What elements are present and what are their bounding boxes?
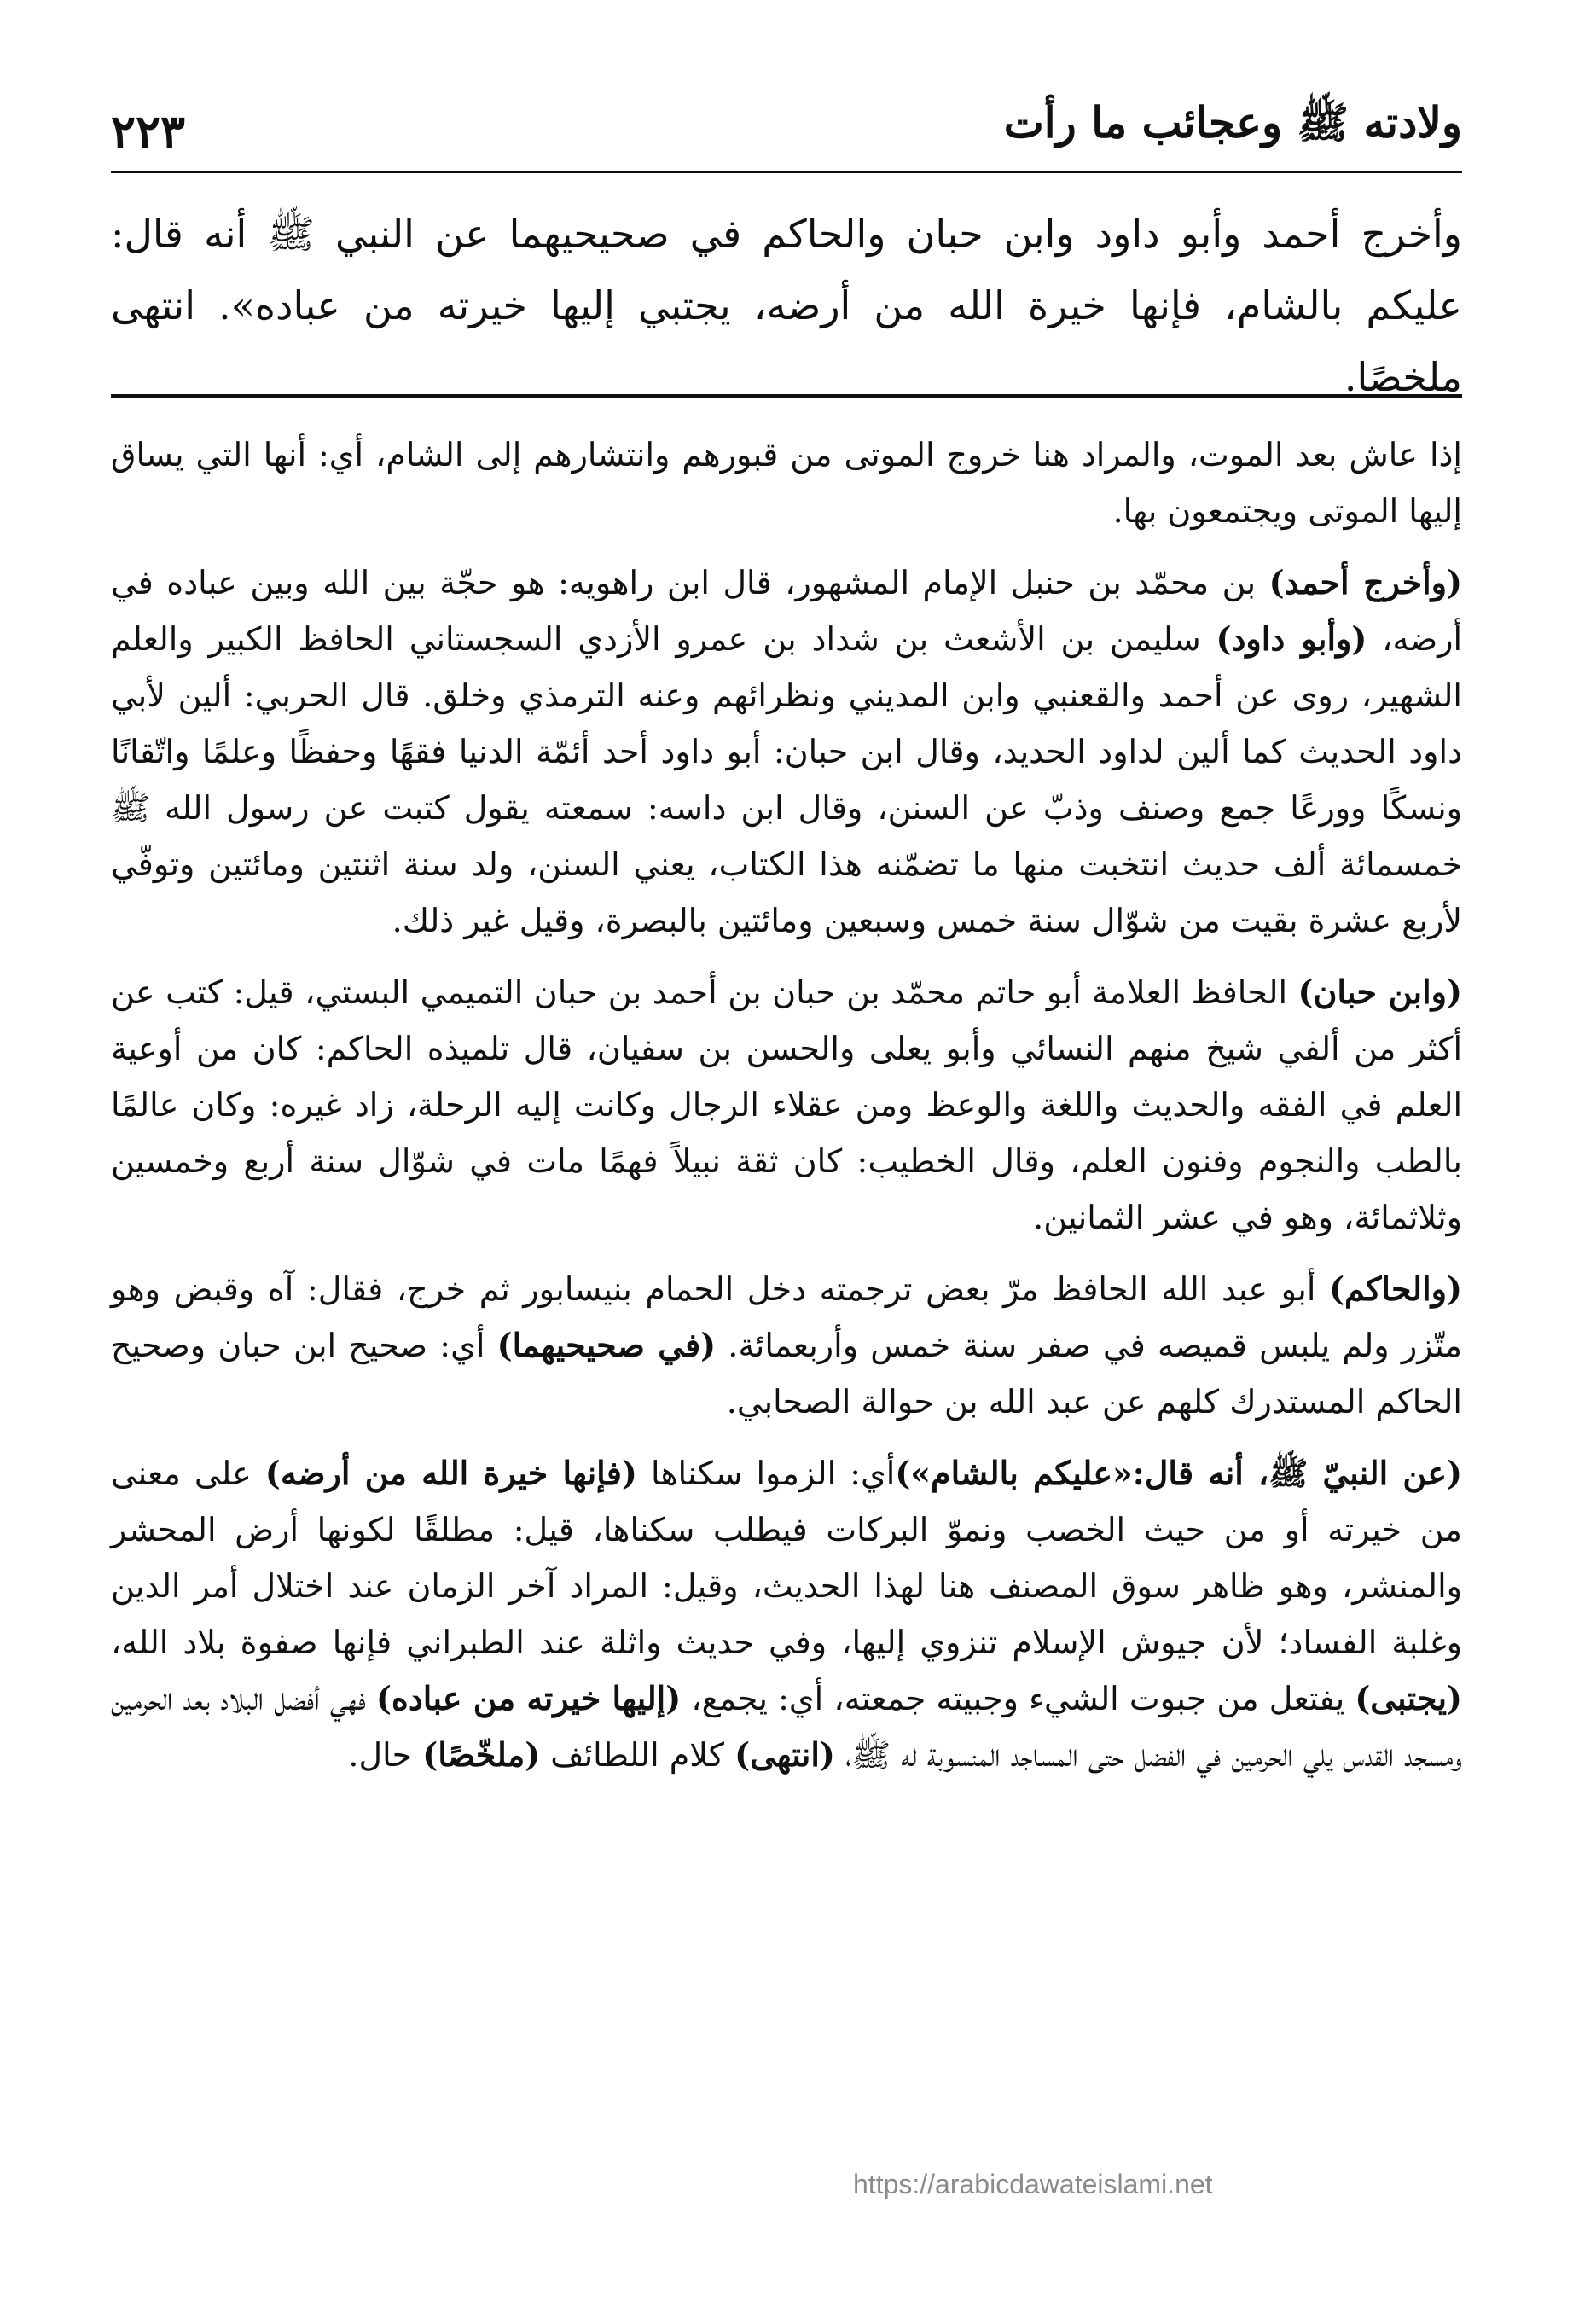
- commentary-paragraph-1: [111, 427, 1462, 539]
- page-number: ٢٢٣: [111, 104, 186, 159]
- commentary-text: على معنى من خيرته أو من حيث الخصب ونموّ البركات فيطلب سكناها، قيل: مطلقًا لكونها أرض المحشر والمنشر، وهو ظاهر سوق المصنف هنا لهذا الحديث، وقيل: المراد آخر الزمان عند اختلال أمر الدين وغلبة الفساد؛ لأن جيوش الإسلام تنزوي إليها، وفي حديث واثلة عند الطبراني فإنها صفوة بلاد الله،: [111, 1455, 1462, 1661]
- quoted-phrase: (يجتبى): [1355, 1679, 1462, 1717]
- commentary-text: أي: صحيح ابن حبان وصحيح الحاكم المستدرك كلهم عن عبد الله بن حوالة الصحابي.: [111, 1327, 1462, 1421]
- quoted-phrase: (ملخّصًا): [422, 1735, 541, 1774]
- commentary-text: سليمن بن الأشعث بن شداد بن عمرو الأزدي السجستاني الحافظ الكبير والعلم الشهير، روى عن أحمد والقعنبي وابن المديني ونظرائهم وعنه الترمذي وخلق. قال الحربي: ألين لأبي داود الحديث كما ألين لداود الحديد، وقال ابن حبان: أبو داود أحد أئمّة الدنيا فقهًا وحفظًا وعلمًا واتّقانًا ونسكًا وورعًا جمع وصنف وذبّ عن السنن، وقال ابن داسه: سمعته يقول كتبت عن رسول الله ﷺ خمسمائة ألف حديث انتخبت منها ما تضمّنه هذا الكتاب، يعني السنن، ولد سنة اثنتين ومائتين وتوفّي لأربع عشرة بقيت من شوّال سنة خمس وسبعين ومائتين بالبصرة، وقيل غير ذلك.: [111, 620, 1462, 939]
- quoted-phrase: (وأخرج أحمد): [1268, 563, 1462, 601]
- commentary-text: أي: الزموا سكناها: [636, 1455, 896, 1492]
- commentary-paragraph-5: [111, 1445, 1462, 1783]
- quoted-phrase: (انتهى): [734, 1735, 835, 1774]
- commentary-text: يفتعل من جبوت الشيء وجبيته جمعته، أي: يجمع،: [681, 1680, 1355, 1717]
- quoted-phrase: (عن النبيّ ﷺ، أنه قال:«عليكم بالشام»): [895, 1454, 1462, 1492]
- quoted-phrase: (والحاكم): [1329, 1269, 1462, 1308]
- commentary: [111, 427, 1462, 1798]
- main-text: [111, 198, 1462, 413]
- commentary-text: إذا عاش بعد الموت، والمراد هنا خروج الموتى من قبورهم وانتشارهم إلى الشام، أي: أنها التي يساق إليها الموتى ويجتمعون بها.: [111, 436, 1462, 530]
- footnote-separator: [111, 394, 1462, 398]
- quoted-phrase: (فإنها خيرة الله من أرضه): [264, 1454, 637, 1492]
- page-header: [111, 82, 1462, 159]
- quoted-phrase: (في صحيحيهما): [496, 1326, 717, 1364]
- commentary-text: أبو عبد الله الحافظ مرّ بعض ترجمته دخل الحمام بنيسابور ثم خرج، فقال: آه وقبض وهو متّزر ولم يلبس قميصه في صفر سنة خمس وأربعمائة.: [111, 1270, 1462, 1364]
- commentary-text: الحافظ العلامة أبو حاتم محمّد بن حبان بن أحمد بن حبان التميمي البستي، قيل: كتب عن أكثر من ألفي شيخ منهم النسائي وأبو يعلى والحسن بن سفيان، قال تلميذه الحاكم: كان من أوعية العلم في الفقه والحديث واللغة والوعظ ومن عقلاء الرجال وكانت إليه الرحلة، زاد غيره: وكان عالمًا بالطب والنجوم وفنون العلم، وقال الخطيب: كان ثقة نبيلاً فهمًا مات في شوّال سنة أربع وخمسين وثلاثمائة، وهو في عشر الثمانين.: [111, 973, 1462, 1236]
- commentary-text: فهي أفضل البلاد بعد الحرمين ومسجد القدس يلي الحرمين في الفضل حتى المساجد المنسوبة له ﷺ،: [111, 1680, 1462, 1774]
- commentary-paragraph-2: [111, 555, 1462, 949]
- watermark-url: https://arabicdawateislami.net: [853, 2169, 1213, 2199]
- commentary-text: كلام اللطائف: [540, 1736, 735, 1774]
- commentary-paragraph-3: [111, 964, 1462, 1246]
- running-title: ولادته ﷺ وعجائب ما رأت: [1003, 97, 1462, 148]
- commentary-paragraph-4: [111, 1261, 1462, 1430]
- commentary-text: بن محمّد بن حنبل الإمام المشهور، قال ابن راهويه: هو حجّة بين الله وبين عباده في أرضه،: [111, 564, 1462, 658]
- header-rule: [111, 171, 1462, 173]
- quoted-phrase: (إليها خيرته من عباده): [375, 1679, 682, 1717]
- main-text-paragraph: وأخرج أحمد وأبو داود وابن حبان والحاكم في صحيحيهما عن النبي ﷺ أنه قال: عليكم بالشام، فإنها خيرة الله من أرضه، يجتبي إليها خيرته من عباده». انتهى ملخصًا.: [111, 211, 1462, 400]
- quoted-phrase: (وأبو داود): [1216, 619, 1367, 658]
- commentary-text: حال.: [348, 1736, 423, 1774]
- quoted-phrase: (وابن حبان): [1297, 973, 1462, 1011]
